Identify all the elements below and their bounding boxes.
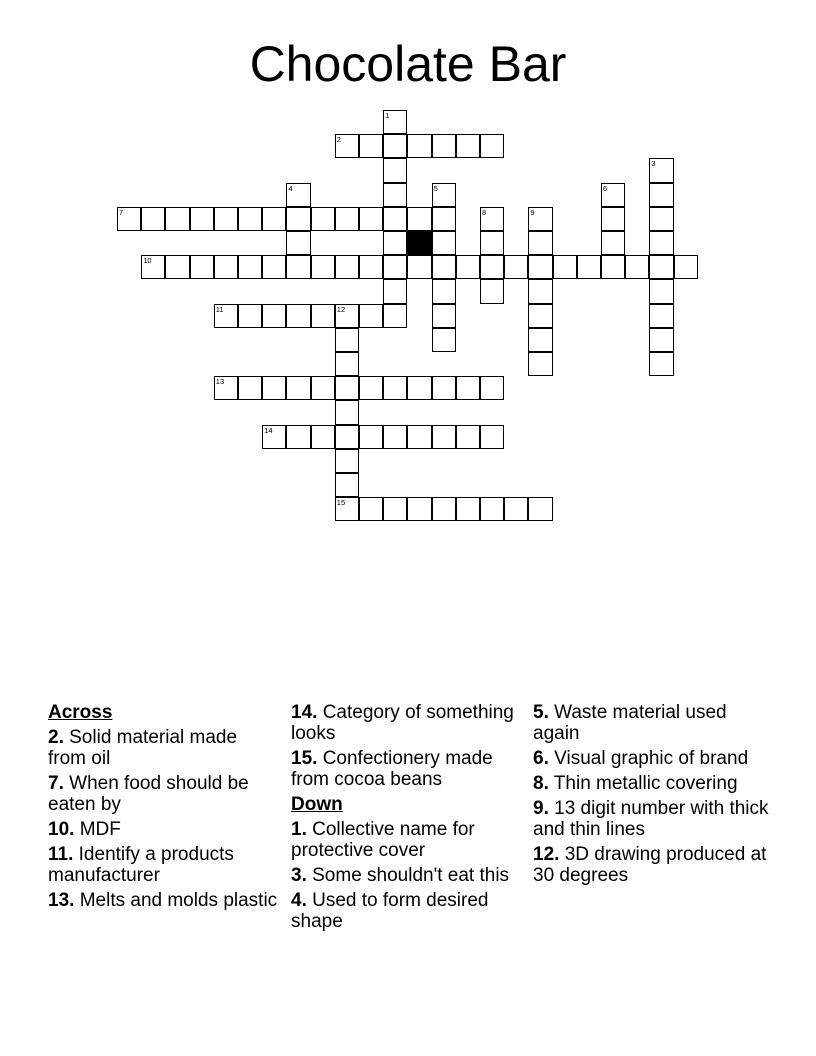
grid-cell[interactable]: [649, 207, 673, 231]
clue-number: 13.: [48, 890, 75, 911]
clue-text: Identify a products manufacturer: [48, 844, 234, 886]
grid-cell[interactable]: [286, 255, 310, 279]
grid-cell[interactable]: [432, 328, 456, 352]
grid-cell[interactable]: [335, 328, 359, 352]
clue-text: 3D drawing produced at 30 degrees: [533, 844, 767, 886]
clue-number: 9.: [533, 798, 549, 819]
grid-cell[interactable]: [311, 304, 335, 328]
grid-cell[interactable]: [383, 231, 407, 255]
grid-cell[interactable]: [238, 207, 262, 231]
heading-across: Across: [48, 702, 113, 723]
grid-cell[interactable]: [480, 279, 504, 303]
grid-cell[interactable]: [601, 183, 625, 207]
clue-item: [533, 702, 773, 744]
grid-cell[interactable]: [528, 304, 552, 328]
grid-cell[interactable]: [383, 497, 407, 521]
grid-cell[interactable]: [553, 255, 577, 279]
grid-cell[interactable]: [359, 134, 383, 158]
grid-cell[interactable]: [383, 207, 407, 231]
grid-cell[interactable]: [238, 304, 262, 328]
clue-number-label: 14: [264, 425, 273, 435]
grid-cell[interactable]: [528, 328, 552, 352]
clue-text: Category of something looks: [291, 702, 514, 744]
grid-cell[interactable]: [359, 207, 383, 231]
grid-cell[interactable]: [432, 376, 456, 400]
clue-item: [291, 865, 526, 886]
grid-cell[interactable]: [649, 279, 673, 303]
grid-cell[interactable]: [383, 255, 407, 279]
grid-cell[interactable]: [528, 207, 552, 231]
grid-cell[interactable]: [649, 304, 673, 328]
clue-item: [48, 890, 278, 911]
grid-cell[interactable]: [190, 255, 214, 279]
clue-number-label: 6: [603, 183, 608, 193]
clue-number-label: 7: [119, 207, 124, 217]
grid-cell[interactable]: [480, 231, 504, 255]
puzzle-title: Chocolate Bar: [249, 36, 567, 92]
grid-cell[interactable]: [480, 497, 504, 521]
grid-cell[interactable]: [262, 304, 286, 328]
grid-cell[interactable]: [383, 134, 407, 158]
clue-item: [533, 798, 773, 840]
grid-cell[interactable]: [674, 255, 698, 279]
grid-cell[interactable]: [649, 158, 673, 182]
grid-cell[interactable]: [649, 352, 673, 376]
clue-column-2: [291, 702, 526, 936]
clue-number: 11.: [48, 844, 74, 865]
grid-cell[interactable]: [262, 255, 286, 279]
grid-cell[interactable]: [141, 255, 165, 279]
clue-number: 1.: [291, 819, 307, 840]
black-cell: [407, 231, 431, 255]
clue-item: [291, 702, 526, 744]
clue-number-label: 11: [215, 304, 224, 314]
grid-cell[interactable]: [432, 183, 456, 207]
grid-cell[interactable]: [383, 110, 407, 134]
grid-cell[interactable]: [262, 425, 286, 449]
grid-cell[interactable]: [407, 497, 431, 521]
grid-cell[interactable]: [286, 304, 310, 328]
clue-number: 6.: [533, 748, 549, 769]
grid-cell[interactable]: [335, 449, 359, 473]
clue-text: Thin metallic covering: [548, 773, 738, 794]
grid-cell[interactable]: [456, 497, 480, 521]
grid-cell[interactable]: [286, 207, 310, 231]
grid-cell[interactable]: [407, 255, 431, 279]
grid-cell[interactable]: [432, 255, 456, 279]
grid-cell[interactable]: [311, 425, 335, 449]
grid-cell[interactable]: [262, 376, 286, 400]
clue-number: 5.: [533, 702, 549, 723]
grid-cell[interactable]: [649, 231, 673, 255]
grid-cell[interactable]: [383, 376, 407, 400]
grid-cell[interactable]: [601, 255, 625, 279]
clue-number-label: 3: [651, 159, 656, 169]
grid-cell[interactable]: [214, 255, 238, 279]
grid-cell[interactable]: [311, 255, 335, 279]
grid-cell[interactable]: [190, 207, 214, 231]
grid-cell[interactable]: [432, 231, 456, 255]
grid-cell[interactable]: [456, 255, 480, 279]
clue-text: Used to form desired shape: [291, 890, 489, 932]
clue-text: MDF: [74, 819, 121, 840]
grid-cell[interactable]: [577, 255, 601, 279]
grid-cell[interactable]: [480, 134, 504, 158]
grid-cell[interactable]: [262, 207, 286, 231]
clue-number-label: 12: [336, 304, 346, 314]
grid-cell[interactable]: [528, 352, 552, 376]
grid-cell[interactable]: [214, 207, 238, 231]
grid-cell[interactable]: [359, 255, 383, 279]
clue-item: [48, 773, 278, 815]
grid-cell[interactable]: [359, 497, 383, 521]
grid-cell[interactable]: [407, 207, 431, 231]
clue-text: Visual graphic of brand: [548, 748, 749, 769]
clue-number: 10.: [48, 819, 75, 840]
clue-item: [533, 748, 773, 769]
clue-item: [48, 819, 278, 840]
clue-number: 15.: [291, 748, 318, 769]
grid-cell[interactable]: [238, 255, 262, 279]
grid-cell[interactable]: [165, 207, 189, 231]
clue-item: [291, 748, 526, 790]
clue-number: 8.: [533, 773, 549, 794]
grid-cell[interactable]: [359, 376, 383, 400]
grid-cell[interactable]: [383, 183, 407, 207]
clue-number-label: 8: [482, 207, 487, 217]
grid-cell[interactable]: [335, 255, 359, 279]
clue-number: 12.: [533, 844, 560, 865]
grid-cell[interactable]: [335, 400, 359, 424]
clue-number-label: 2: [336, 135, 341, 145]
grid-cell[interactable]: [141, 207, 165, 231]
grid-cell[interactable]: [480, 207, 504, 231]
clue-text: Some shouldn't eat this: [306, 865, 510, 886]
clue-text: 13 digit number with thick and thin lines: [533, 798, 769, 840]
grid-cell[interactable]: [286, 376, 310, 400]
clue-text: Collective name for protective cover: [291, 819, 475, 861]
clue-number-label: 4: [288, 183, 293, 193]
grid-cell[interactable]: [504, 497, 528, 521]
grid-cell[interactable]: [311, 207, 335, 231]
grid-cell[interactable]: [165, 255, 189, 279]
grid-cell[interactable]: [601, 231, 625, 255]
grid-cell[interactable]: [528, 231, 552, 255]
grid-cell[interactable]: [335, 473, 359, 497]
grid-cell[interactable]: [480, 425, 504, 449]
grid-cell[interactable]: [649, 183, 673, 207]
grid-cell[interactable]: [383, 425, 407, 449]
grid-cell[interactable]: [335, 376, 359, 400]
clue-number-label: 9: [530, 207, 535, 217]
clue-number: 3.: [291, 865, 307, 886]
grid-cell[interactable]: [407, 425, 431, 449]
clue-number-label: 1: [385, 111, 390, 120]
clue-number-label: 13: [215, 377, 225, 387]
grid-cell[interactable]: [528, 497, 552, 521]
clue-item: [533, 773, 773, 794]
grid-cell[interactable]: [432, 134, 456, 158]
grid-cell[interactable]: [480, 376, 504, 400]
grid-cell[interactable]: [286, 183, 310, 207]
grid-cell[interactable]: [335, 497, 359, 521]
clue-item: [48, 727, 278, 769]
clue-number-label: 5: [433, 183, 438, 193]
clue-column-1: [48, 702, 278, 915]
grid-cell[interactable]: [335, 134, 359, 158]
grid-cell[interactable]: [359, 304, 383, 328]
grid-cell[interactable]: [432, 279, 456, 303]
clue-number: 4.: [291, 890, 307, 911]
clue-text: When food should be eaten by: [48, 773, 249, 815]
grid-cell[interactable]: [528, 279, 552, 303]
grid-cell[interactable]: [480, 255, 504, 279]
clue-item: [533, 844, 773, 886]
grid-cell[interactable]: [456, 134, 480, 158]
grid-cell[interactable]: [214, 304, 238, 328]
grid-cell[interactable]: [335, 352, 359, 376]
clue-number-label: 15: [336, 498, 346, 508]
clue-text: Confectionery made from cocoa beans: [291, 748, 493, 790]
grid-cell[interactable]: [286, 231, 310, 255]
grid-cell[interactable]: [601, 207, 625, 231]
grid-cell[interactable]: [359, 425, 383, 449]
grid-cell[interactable]: [504, 255, 528, 279]
grid-cell[interactable]: [407, 376, 431, 400]
grid-cell[interactable]: [456, 376, 480, 400]
grid-cell[interactable]: [649, 255, 673, 279]
clue-item: [291, 890, 526, 932]
clue-column-3: [533, 702, 773, 890]
clue-item: [48, 844, 278, 886]
grid-cell[interactable]: [238, 376, 262, 400]
clue-number: 2.: [48, 727, 64, 748]
heading-down: Down: [291, 794, 343, 815]
grid-cell[interactable]: [383, 304, 407, 328]
grid-cell[interactable]: [528, 255, 552, 279]
grid-cell[interactable]: [286, 425, 310, 449]
clue-text: Solid material made from oil: [48, 727, 238, 769]
grid-cell[interactable]: [407, 134, 431, 158]
clue-text: Waste material used again: [533, 702, 727, 744]
clue-number: 14.: [291, 702, 318, 723]
grid-cell[interactable]: [432, 207, 456, 231]
grid-cell[interactable]: [456, 425, 480, 449]
grid-cell[interactable]: [117, 207, 141, 231]
grid-cell[interactable]: [311, 376, 335, 400]
grid-cell[interactable]: [214, 376, 238, 400]
clue-number-label: 10: [143, 256, 152, 266]
grid-cell[interactable]: [335, 304, 359, 328]
grid-cell[interactable]: [649, 328, 673, 352]
grid-cell[interactable]: [335, 425, 359, 449]
clue-text: Melts and molds plastic: [74, 890, 278, 911]
grid-cell[interactable]: [432, 304, 456, 328]
grid-cell[interactable]: [432, 425, 456, 449]
grid-cell[interactable]: [383, 158, 407, 182]
grid-cell[interactable]: [383, 279, 407, 303]
clue-item: [291, 819, 526, 861]
grid-cell[interactable]: [335, 207, 359, 231]
grid-cell[interactable]: [625, 255, 649, 279]
clue-number: 7.: [48, 773, 64, 794]
grid-cell[interactable]: [432, 497, 456, 521]
